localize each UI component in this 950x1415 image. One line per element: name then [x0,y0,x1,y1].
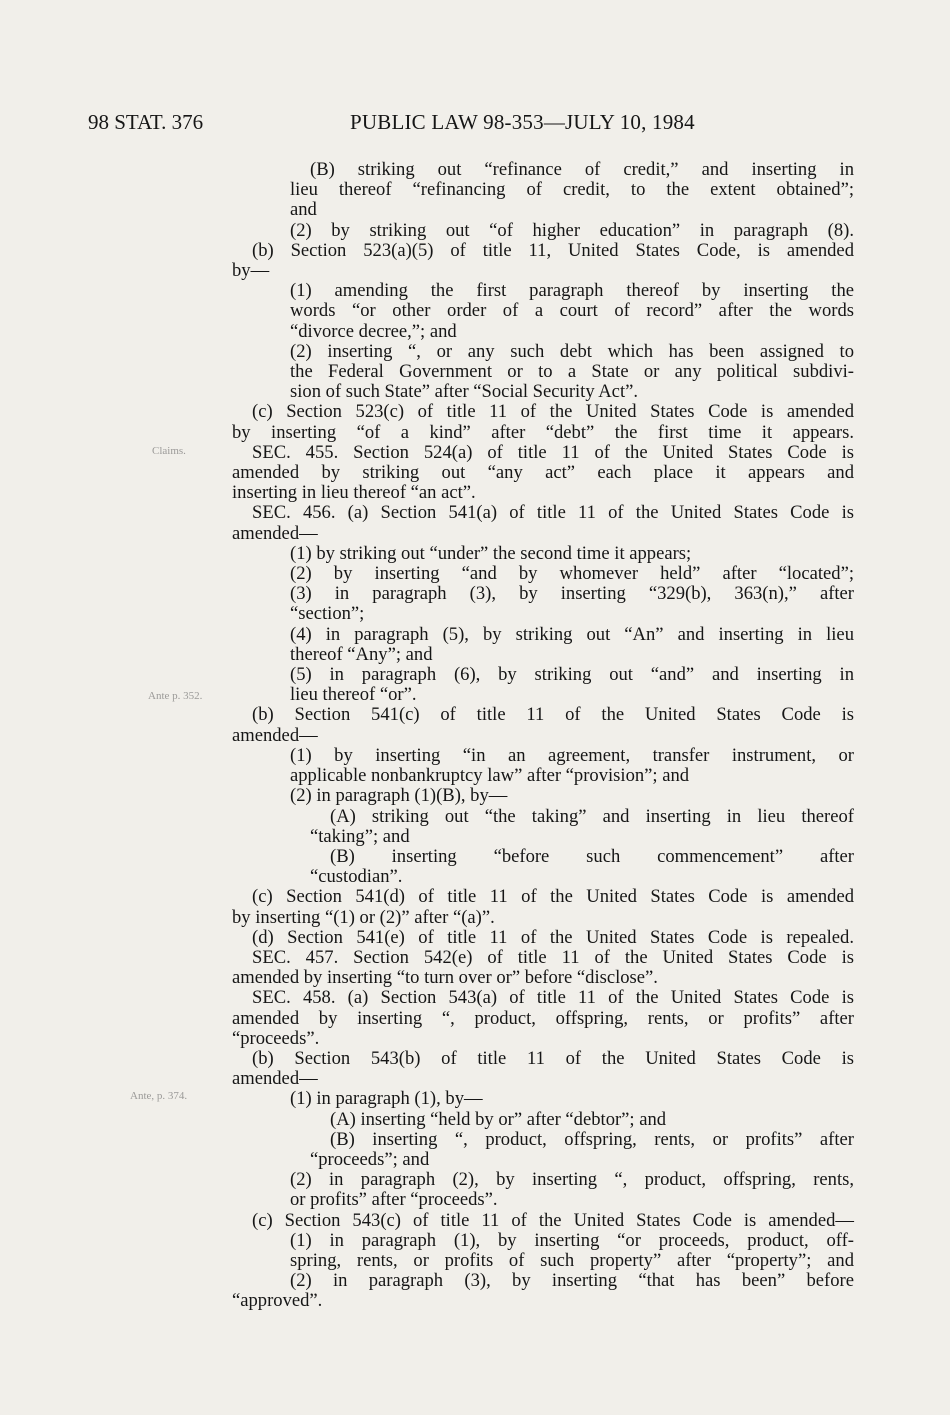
text-line: inserting in lieu thereof “an act”. [232,482,476,504]
text-line: by inserting “of a kind” after “debt” the first time it appears. [232,421,854,443]
text-line: (2) inserting “, or any such debt which has been assigned to [290,340,854,362]
text-line: thereof “Any”; and [290,643,433,665]
text-line: (1) in paragraph (1), by— [290,1088,483,1110]
text-line: the Federal Government or to a State or any political subdivi- [290,361,854,383]
text-line: amended by striking out “any act” each place it appears and [232,462,854,484]
text-line: SEC. 457. Section 542(e) of title 11 of the United States Code is [252,946,854,968]
text-line: “proceeds”. [232,1027,320,1049]
text-line: “proceeds”; and [310,1148,430,1170]
text-line: applicable nonbankruptcy law” after “provision”; and [290,765,690,787]
text-line: lieu thereof “refinancing of credit, to the extent obtained”; [290,179,854,201]
text-line: “custodian”. [310,866,403,888]
text-line: “section”; [290,603,365,625]
text-line: (2) by striking out “of higher education” in paragraph (8). [290,219,854,241]
text-line: SEC. 456. (a) Section 541(a) of title 11 of the United States Code is [252,502,854,524]
text-line: SEC. 455. Section 524(a) of title 11 of the United States Code is [252,441,854,463]
text-line: (B) striking out “refinance of credit,” and inserting in [310,159,854,180]
text-line: (2) in paragraph (1)(B), by— [290,785,508,807]
text-line: amended by inserting “, product, offspring, rents, or profits” after [232,1007,854,1029]
text-line: (1) in paragraph (1), by inserting “or proceeds, product, off- [290,1229,854,1251]
text-line: (b) Section 543(b) of title 11 of the United States Code is [252,1047,854,1069]
text-line: (B) inserting “before such commencement” after [330,845,854,867]
text-line: (c) Section 543(c) of title 11 of the United States Code is amended— [252,1209,854,1231]
page-header [88,110,908,140]
text-line: (1) by striking out “under” the second time it appears; [290,542,692,564]
text-line: (2) in paragraph (2), by inserting “, product, offspring, rents, [290,1169,854,1191]
text-line: (c) Section 541(d) of title 11 of the United States Code is amended [252,886,854,908]
text-line: (5) in paragraph (6), by striking out “and” and inserting in [290,664,854,686]
text-line: lieu thereof “or”. [290,684,417,706]
text-line: “taking”; and [310,825,410,847]
text-line: SEC. 458. (a) Section 543(a) of title 11 of the United States Code is [252,987,854,1009]
statute-page-number: 98 STAT. 376 [88,110,204,134]
text-line: (3) in paragraph (3), by inserting “329(b), 363(n),” after [290,583,854,605]
text-line: “approved”. [232,1290,323,1312]
text-line: (d) Section 541(e) of title 11 of the United States Code is repealed. [252,926,854,948]
text-line: “divorce decree,”; and [290,320,457,342]
text-line: (b) Section 523(a)(5) of title 11, United States Code, is amended [252,239,854,261]
margin-note-claims: Claims. [152,445,186,457]
text-line: (A) striking out “the taking” and inserting in lieu thereof [330,805,854,827]
text-line: (A) inserting “held by or” after “debtor”; and [330,1108,667,1130]
text-line: (c) Section 523(c) of title 11 of the United States Code is amended [252,401,854,423]
text-line: spring, rents, or profits of such property” after “property”; and [290,1249,854,1271]
text-line: (4) in paragraph (5), by striking out “An” and inserting in lieu [290,623,854,645]
document-body [232,160,854,1312]
text-line: (1) by inserting “in an agreement, transfer instrument, or [290,744,854,766]
law-title: PUBLIC LAW 98-353—JULY 10, 1984 [350,110,695,134]
text-line: words “or other order of a court of record” after the words [290,300,854,322]
text-line: (b) Section 541(c) of title 11 of the United States Code is [252,704,854,726]
text-line: (B) inserting “, product, offspring, rents, or profits” after [330,1128,854,1150]
margin-note-ante-1: Ante p. 352. [148,690,203,702]
text-line: by— [232,260,270,282]
text-line: (1) amending the first paragraph thereof by inserting the [290,280,854,302]
text-line: amended— [232,1068,318,1090]
text-line: or profits” after “proceeds”. [290,1189,498,1211]
text-line: amended by inserting “to turn over or” before “disclose”. [232,967,658,989]
text-line: and [290,199,317,221]
text-line: amended— [232,522,318,544]
text-line: (2) by inserting “and by whomever held” after “located”; [290,563,854,585]
text-line: by inserting “(1) or (2)” after “(a)”. [232,906,495,928]
text-line: (2) in paragraph (3), by inserting “that has been” before [290,1270,854,1292]
text-line: sion of such State” after “Social Security Act”. [290,381,639,403]
margin-note-ante-2: Ante, p. 374. [130,1090,188,1102]
text-line: amended— [232,724,318,746]
